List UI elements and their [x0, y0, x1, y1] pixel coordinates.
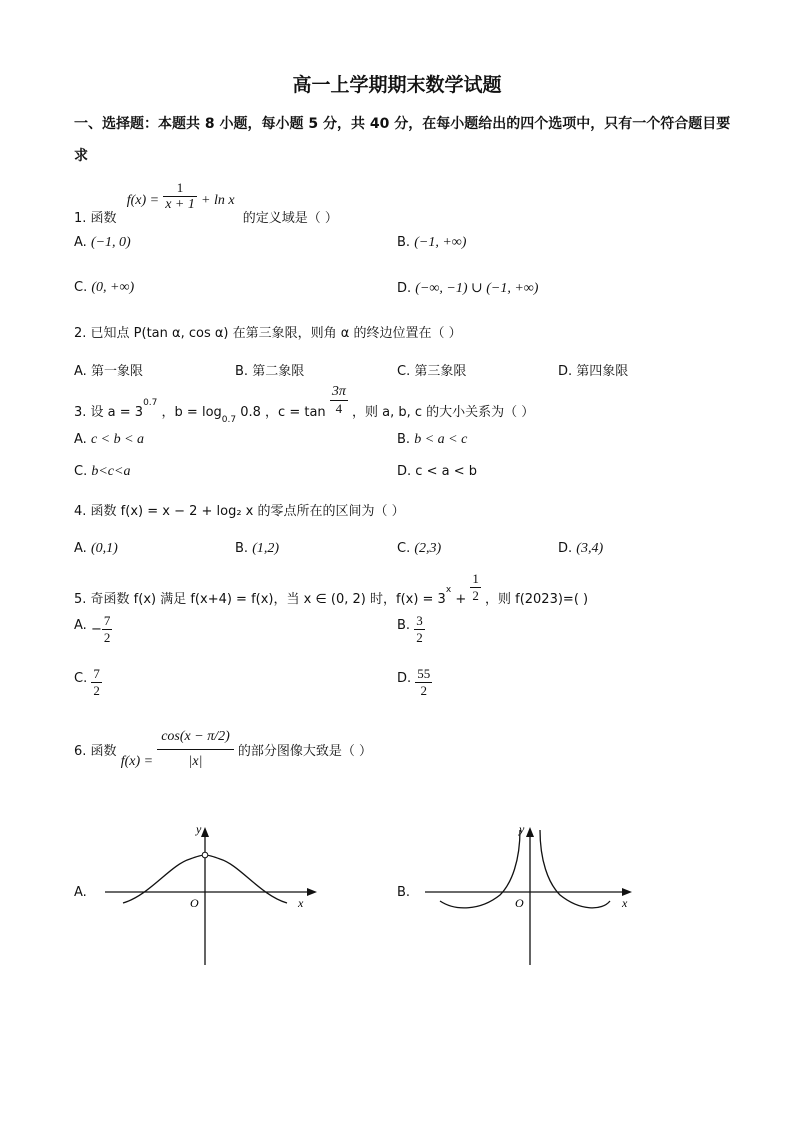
option-text: (2,3): [414, 541, 442, 556]
q6-fraction: [157, 725, 234, 770]
open-point: [202, 852, 208, 858]
q3-option-a[interactable]: [74, 432, 144, 448]
option-text: (3,4): [576, 541, 604, 556]
graph-b[interactable]: [420, 815, 650, 975]
q1-prefix: 1. 函数: [74, 211, 117, 226]
option-text: (−1, 0): [90, 235, 131, 250]
option-text: 第三象限: [414, 364, 467, 379]
x-axis-label: x: [622, 896, 628, 910]
q5-part3: ，则 f(2023)=( ): [484, 592, 589, 607]
q6-frac-num: cos(x − π/2): [157, 725, 234, 750]
q1-fraction: [163, 180, 197, 213]
option-label: A.: [74, 618, 87, 633]
q3-option-b[interactable]: [397, 432, 467, 448]
option-text: 第二象限: [252, 364, 305, 379]
option-label: C.: [397, 364, 411, 379]
option-fraction: [102, 613, 113, 646]
q3-exp: 0.7: [143, 397, 158, 408]
option-label: B.: [397, 235, 411, 250]
q5-frac-num: 1: [472, 571, 479, 586]
option-label: D.: [558, 364, 573, 379]
option-text: b<c<a: [91, 464, 131, 479]
option-label: C.: [74, 464, 88, 479]
q4-option-d[interactable]: [558, 541, 603, 557]
option-label: A.: [74, 364, 87, 379]
q5-part1: 5. 奇函数 f(x) 满足 f(x+4) = f(x)，当 x ∈ (0, 2) 时，f(x) = 3: [74, 592, 446, 607]
q5-part2: +: [455, 592, 471, 607]
frac-num: 7: [103, 613, 111, 628]
question-3: [74, 384, 535, 425]
q2-option-b[interactable]: [235, 360, 304, 379]
q5-exp: x: [445, 584, 452, 595]
frac-num: 55: [417, 666, 431, 681]
q3-sub: 0.7: [221, 414, 237, 425]
q3-part1: 3. 设 a = 3: [74, 405, 144, 420]
option-label: D.: [558, 541, 573, 556]
q3-part4: ，则 a, b, c 的大小关系为（ ）: [351, 405, 535, 420]
q6-frac-den: |x|: [188, 754, 203, 769]
q5-frac-den: 2: [472, 588, 479, 603]
option-sign: −: [90, 622, 102, 637]
option-label: D.: [397, 281, 412, 296]
option-text: (0, +∞): [91, 280, 135, 295]
q1-frac-num: 1: [163, 180, 197, 197]
q3-part3: 0.8 ，c = tan: [240, 405, 326, 420]
graph-a-label[interactable]: A.: [74, 885, 87, 900]
x-axis-label: x: [298, 896, 304, 910]
option-fraction: [91, 666, 102, 699]
option-text: 第一象限: [90, 364, 143, 379]
option-label: C.: [397, 541, 411, 556]
q5-option-d[interactable]: [397, 666, 432, 699]
graph-b-label[interactable]: B.: [397, 885, 411, 900]
q5-fraction: [470, 571, 481, 604]
option-label: C.: [74, 280, 88, 295]
q5-option-b[interactable]: [397, 613, 425, 646]
option-label: A.: [74, 235, 87, 250]
curve-b-right: [540, 830, 610, 908]
page-title: 高一上学期期末数学试题: [292, 74, 502, 96]
y-axis-label: y: [196, 822, 202, 836]
option-label: B.: [397, 432, 411, 447]
q6-suffix: 的部分图像大致是（ ）: [237, 744, 373, 759]
option-label: B.: [235, 364, 249, 379]
y-arrow-icon: [526, 827, 534, 837]
option-text: (1,2): [252, 541, 280, 556]
q1-option-a[interactable]: [74, 235, 131, 251]
question-4: 4. 函数 f(x) = x − 2 + log₂ x 的零点所在的区间为（ ）: [74, 504, 405, 519]
q5-option-a[interactable]: [74, 613, 112, 646]
option-text: (0,1): [90, 541, 118, 556]
q1-option-c[interactable]: [74, 280, 134, 296]
q6-prefix: 6. 函数: [74, 744, 117, 759]
curve-b-left: [440, 830, 520, 908]
option-label: A.: [74, 541, 87, 556]
option-label: B.: [397, 618, 411, 633]
frac-num: 3: [416, 613, 423, 628]
option-text: b < a < c: [414, 432, 468, 447]
q6-lhs: f(x) =: [120, 754, 154, 769]
q4-option-a[interactable]: [74, 541, 118, 557]
option-label: D.: [397, 671, 412, 686]
option-fraction: [415, 666, 432, 699]
q1-suffix: 的定义域是（ ）: [242, 211, 338, 226]
option-label: D.: [397, 464, 412, 479]
x-arrow-icon: [307, 888, 317, 896]
q2-option-d[interactable]: [558, 360, 628, 379]
frac-num: 7: [93, 666, 100, 681]
frac-den: 2: [93, 683, 100, 698]
frac-den: 2: [420, 683, 428, 698]
option-text: 第四象限: [576, 364, 629, 379]
question-6: [74, 727, 372, 772]
q2-option-c[interactable]: [397, 360, 466, 379]
q3-part2: ，b = log: [161, 405, 222, 420]
y-arrow-icon: [201, 827, 209, 837]
q1-frac-den: x + 1: [165, 197, 195, 212]
option-fraction: [414, 613, 425, 646]
origin-label: O: [515, 896, 524, 910]
q3-option-d[interactable]: [397, 464, 477, 479]
question-2: 2. 已知点 P(tan α, cos α) 在第三象限，则角 α 的终边位置在（ ）: [74, 326, 462, 341]
question-1: [74, 172, 338, 226]
q3-frac-num: 3π: [331, 384, 346, 399]
option-label: B.: [235, 541, 249, 556]
origin-label: O: [190, 896, 199, 910]
q3-fraction: [330, 384, 348, 417]
q3-option-c[interactable]: [74, 464, 130, 480]
graph-a[interactable]: [95, 815, 325, 975]
q2-option-a[interactable]: [74, 360, 143, 379]
option-text: c < b < a: [90, 432, 145, 447]
q1-option-d[interactable]: [397, 280, 538, 297]
frac-den: 2: [103, 630, 111, 645]
option-text: (−1, +∞): [414, 235, 467, 250]
q1-func-lhs: f(x) =: [126, 193, 160, 208]
option-label: A.: [74, 432, 87, 447]
q5-option-c[interactable]: [74, 666, 102, 699]
q3-frac-den: 4: [335, 401, 343, 416]
q1-func-rest: + ln x: [201, 193, 235, 208]
q4-option-b[interactable]: [235, 541, 279, 557]
option-text: c < a < b: [415, 464, 477, 479]
q1-option-b[interactable]: [397, 235, 466, 251]
x-arrow-icon: [622, 888, 632, 896]
option-text: (−∞, −1) ∪ (−1, +∞): [415, 281, 539, 296]
y-axis-label: y: [519, 822, 525, 836]
q4-option-c[interactable]: [397, 541, 441, 557]
question-5: [74, 571, 589, 607]
section-header: 一、选择题：本题共 8 小题，每小题 5 分，共 40 分，在每小题给出的四个选项中，只有一个符合题目要求: [74, 116, 731, 164]
frac-den: 2: [416, 630, 423, 645]
option-label: C.: [74, 671, 88, 686]
